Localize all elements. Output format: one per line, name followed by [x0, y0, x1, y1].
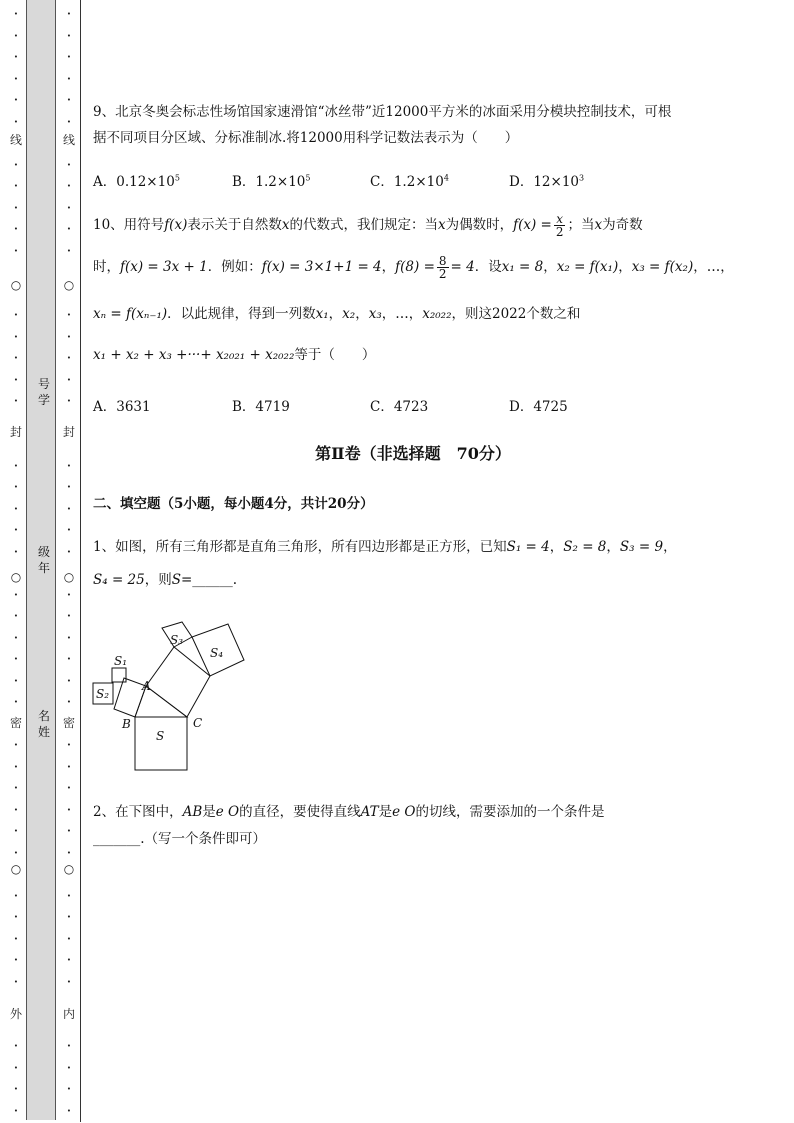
- margin-dot: •: [13, 1064, 19, 1072]
- label-s4: S₄: [210, 646, 224, 660]
- margin-dot: •: [13, 182, 19, 190]
- pythagoras-squares-figure: [90, 620, 250, 776]
- q10-option-a[interactable]: A．3631: [93, 399, 151, 415]
- margin-dot: •: [13, 96, 19, 104]
- margin-dot: •: [13, 849, 19, 857]
- margin-dot: •: [13, 806, 19, 814]
- f1-math: S: [171, 572, 181, 588]
- margin-dot: •: [13, 397, 19, 405]
- label-s3: S₃: [170, 633, 184, 647]
- margin-dot: •: [66, 397, 72, 405]
- margin-mark-wai-left: 外: [9, 1007, 22, 1021]
- q9-option-d[interactable]: [509, 170, 584, 190]
- q9-option-b-exp: 5: [305, 173, 311, 183]
- q10-math-fx: f(x): [164, 217, 188, 233]
- q10-math-x: x: [437, 217, 446, 233]
- label-b: B: [122, 717, 131, 731]
- margin-dot: •: [66, 311, 72, 319]
- margin-dot: •: [66, 204, 72, 212]
- q10-frac-num: 8: [438, 254, 447, 268]
- margin-dot: •: [66, 612, 72, 620]
- label-c: C: [193, 716, 203, 730]
- binding-line: [80, 0, 81, 1122]
- margin-dot: •: [66, 913, 72, 921]
- f1-text: ，: [606, 539, 620, 555]
- margin-dot: •: [66, 827, 72, 835]
- q10-math: x₁: [315, 306, 329, 322]
- q10-text: ，: [355, 306, 369, 322]
- q10-math: x₂: [342, 306, 356, 322]
- q9-option-c-exp: 4: [443, 173, 449, 183]
- margin-dot: •: [66, 677, 72, 685]
- label-s: S: [156, 729, 165, 743]
- q10-math-x: x: [281, 217, 290, 233]
- margin-mark-xian-left: 线: [9, 133, 22, 147]
- q10-math: x₃: [368, 306, 382, 322]
- margin-dot: •: [13, 483, 19, 491]
- q9-option-a-letter: A．: [93, 174, 117, 190]
- margin-dot: •: [66, 75, 72, 83]
- f2-line1: [93, 800, 605, 820]
- margin-dot: •: [66, 849, 72, 857]
- margin-dot: •: [66, 354, 72, 362]
- q10-math: x₃ = f(x₂): [631, 259, 694, 275]
- q10-text: ，则这2022个数之和: [451, 306, 581, 322]
- student-id-label: 号学: [37, 377, 50, 407]
- q10-text: ．设: [474, 259, 502, 275]
- q10-line3: [93, 302, 580, 322]
- q9-line2: 据不同项目分区域、分标准制冰.将12000用科学记数法表示为（ ）: [93, 130, 519, 146]
- margin-dot: •: [66, 784, 72, 792]
- margin-dot: •: [66, 1042, 72, 1050]
- q10-text: ，: [543, 259, 557, 275]
- f2-text: 2、在下图中，: [93, 804, 183, 820]
- q9-option-a-exp: 5: [174, 173, 180, 183]
- margin-dot: •: [66, 1085, 72, 1093]
- q9-option-a-base: 0.12×10: [116, 174, 175, 190]
- f2-math: AT: [360, 804, 379, 820]
- margin-dot: •: [66, 634, 72, 642]
- margin-dot: •: [66, 505, 72, 513]
- q10-text: ，…，: [381, 306, 423, 322]
- margin-mark-mi-right: 密: [62, 716, 75, 730]
- f1-line2: [93, 568, 237, 588]
- f2-text: 是: [202, 804, 216, 820]
- margin-dot: •: [66, 483, 72, 491]
- f1-math: S₃ = 9: [619, 539, 664, 555]
- f2-math: e O: [392, 804, 416, 820]
- f1-line1: [93, 535, 677, 555]
- q10-frac-den: 2: [555, 225, 564, 239]
- f1-text: ，: [663, 539, 677, 555]
- margin-dot: •: [13, 526, 19, 534]
- binding-margin: [0, 0, 82, 1123]
- margin-dot: •: [66, 806, 72, 814]
- q10-fraction-8-2: [437, 255, 449, 280]
- margin-dot: •: [66, 32, 72, 40]
- q9-option-d-exp: 3: [579, 173, 585, 183]
- margin-mark-nei-right: 内: [62, 1007, 75, 1021]
- q10-text: 时，: [93, 259, 120, 275]
- q9-option-b[interactable]: [232, 170, 310, 190]
- q10-math: f(x) = 3x + 1: [120, 259, 208, 275]
- q10-frac-den: 2: [438, 267, 447, 281]
- f2-text: 是: [378, 804, 393, 820]
- margin-dot: •: [13, 935, 19, 943]
- f2-line2[interactable]: _______.（写一个条件即可）: [93, 831, 267, 847]
- margin-dot: •: [13, 462, 19, 470]
- section-subtitle: 二、填空题（5小题，每小题4分，共计20分）: [93, 496, 374, 512]
- margin-dot: •: [13, 204, 19, 212]
- margin-dot: •: [13, 354, 19, 362]
- margin-mark-circle-left: ○: [10, 570, 22, 584]
- f1-text: ，: [549, 539, 564, 555]
- f2-math: AB: [182, 804, 203, 820]
- margin-dot: •: [13, 591, 19, 599]
- q10-text: 等于（ ）: [294, 347, 376, 363]
- margin-dot: •: [66, 591, 72, 599]
- q10-option-c[interactable]: C．4723: [370, 399, 429, 415]
- margin-dot: •: [66, 96, 72, 104]
- q9-option-b-base: 1.2×10: [255, 174, 306, 190]
- f1-text: 1、如图，所有三角形都是直角三角形，所有四边形都是正方形，已知: [93, 539, 507, 555]
- margin-dot: •: [13, 978, 19, 986]
- margin-dot: •: [66, 225, 72, 233]
- q9-line1: 9、北京冬奥会标志性场馆国家速滑馆“冰丝带”近12000平方米的冰面采用分模块控制技术，可根: [93, 104, 672, 120]
- margin-dot: •: [13, 10, 19, 18]
- f1-text: ，则: [144, 572, 172, 588]
- name-label: 名姓: [37, 709, 50, 739]
- margin-dot: •: [13, 376, 19, 384]
- label-s1: S₁: [114, 654, 128, 668]
- q10-text: ，: [618, 259, 632, 275]
- q10-math: = 4: [450, 259, 475, 275]
- q10-math-x: x: [594, 217, 603, 233]
- margin-dot: •: [66, 161, 72, 169]
- margin-dot: •: [66, 118, 72, 126]
- q9-option-d-letter: D．: [509, 174, 534, 190]
- q10-text: 10、用符号: [93, 217, 165, 233]
- margin-dot: •: [66, 376, 72, 384]
- margin-dot: •: [13, 741, 19, 749]
- margin-dot: •: [13, 634, 19, 642]
- margin-dot: •: [13, 1042, 19, 1050]
- q10-text: ；当: [567, 217, 595, 233]
- margin-dot: •: [66, 935, 72, 943]
- margin-dot: •: [66, 741, 72, 749]
- q10-math: x₂₀₂₂: [422, 306, 452, 322]
- q10-option-d[interactable]: D．4725: [509, 399, 568, 415]
- margin-dot: •: [66, 956, 72, 964]
- q10-text: ．以此规律，得到一列数: [167, 306, 316, 322]
- q10-sum-expression: x₁ + x₂ + x₃ +···+ x₂₀₂₁ + x₂₀₂₂: [93, 347, 295, 363]
- margin-dot: •: [13, 655, 19, 663]
- square-s: [135, 717, 187, 770]
- class-label: 级年: [37, 545, 50, 575]
- margin-dot: •: [13, 1107, 19, 1115]
- margin-dot: •: [13, 548, 19, 556]
- margin-dot: •: [66, 763, 72, 771]
- q10-option-b[interactable]: B．4719: [232, 399, 290, 415]
- margin-dot: •: [66, 333, 72, 341]
- margin-dot: •: [13, 32, 19, 40]
- f1-math: S₄ = 25: [93, 572, 145, 588]
- margin-dot: •: [13, 225, 19, 233]
- q10-math: f(8) =: [395, 259, 435, 275]
- q10-line2: [93, 255, 734, 280]
- margin-mark-circle-right: ○: [63, 570, 75, 584]
- margin-dot: •: [66, 247, 72, 255]
- q10-math: x₁ = 8: [501, 259, 544, 275]
- margin-dot: •: [66, 978, 72, 986]
- margin-dot: •: [66, 548, 72, 556]
- margin-dot: •: [13, 1085, 19, 1093]
- margin-dot: •: [66, 655, 72, 663]
- f1-math: S₂ = 8: [563, 539, 607, 555]
- margin-dot: •: [66, 1107, 72, 1115]
- right-dot-column: [61, 0, 77, 1123]
- f2-text: 的直径，要使得直线: [239, 804, 361, 820]
- margin-mark-circle-right: ○: [63, 278, 75, 292]
- margin-dot: •: [66, 892, 72, 900]
- margin-dot: •: [66, 53, 72, 61]
- q10-text: ．例如：: [207, 259, 262, 275]
- margin-mark-feng-right: 封: [62, 425, 75, 439]
- q10-math-fx-eq: f(x) =: [513, 217, 552, 233]
- q10-text: 为偶数时，: [445, 217, 514, 233]
- q9-option-b-letter: B．: [232, 174, 256, 190]
- left-dot-column: [8, 0, 24, 1123]
- q10-text: ，…，: [693, 259, 734, 275]
- q10-text: 为奇数: [602, 217, 643, 233]
- q10-math: x₂ = f(x₁): [556, 259, 619, 275]
- margin-dot: •: [13, 247, 19, 255]
- margin-dot: •: [13, 333, 19, 341]
- margin-dot: •: [13, 784, 19, 792]
- margin-dot: •: [13, 161, 19, 169]
- q10-line4: [93, 343, 375, 363]
- margin-dot: •: [13, 698, 19, 706]
- square-ac: [146, 647, 210, 717]
- margin-dot: •: [13, 75, 19, 83]
- q9-option-c[interactable]: [370, 170, 449, 190]
- q10-text: 的代数式，我们规定：当: [289, 217, 438, 233]
- margin-dot: •: [13, 827, 19, 835]
- margin-dot: •: [13, 311, 19, 319]
- f2-text: 的切线，需要添加的一个条件是: [415, 804, 605, 820]
- margin-dot: •: [66, 182, 72, 190]
- margin-dot: •: [66, 698, 72, 706]
- q9-option-d-base: 12×10: [533, 174, 579, 190]
- q9-option-a[interactable]: [93, 170, 180, 190]
- q10-text: 表示关于自然数: [187, 217, 282, 233]
- section-title: 第Ⅱ卷（非选择题 70分）: [315, 444, 511, 463]
- q10-math: f(x) = 3×1+1 = 4: [261, 259, 382, 275]
- margin-dot: •: [13, 913, 19, 921]
- margin-dot: •: [13, 118, 19, 126]
- margin-mark-circle-left: ○: [10, 862, 22, 876]
- label-s2: S₂: [96, 687, 110, 701]
- f1-math: S₁ = 4: [506, 539, 550, 555]
- margin-dot: •: [13, 956, 19, 964]
- margin-dot: •: [66, 10, 72, 18]
- margin-mark-mi-left: 密: [9, 716, 22, 730]
- margin-mark-xian-right: 线: [62, 133, 75, 147]
- f1-answer-blank[interactable]: =______.: [180, 572, 238, 588]
- q10-math: xₙ = f(xₙ₋₁): [93, 306, 168, 322]
- margin-dot: •: [13, 677, 19, 685]
- margin-dot: •: [13, 892, 19, 900]
- margin-dot: •: [13, 53, 19, 61]
- margin-dot: •: [13, 763, 19, 771]
- q9-option-c-letter: C．: [370, 174, 394, 190]
- q10-frac-num: x: [554, 213, 566, 226]
- margin-dot: •: [66, 526, 72, 534]
- q10-text: ，: [381, 259, 396, 275]
- margin-dot: •: [13, 612, 19, 620]
- margin-dot: •: [13, 505, 19, 513]
- margin-mark-feng-left: 封: [9, 425, 22, 439]
- q10-text: ，: [328, 306, 343, 322]
- margin-mark-circle-left: ○: [10, 278, 22, 292]
- margin-dot: •: [66, 1064, 72, 1072]
- q10-line1: [93, 213, 643, 238]
- label-a: A: [142, 679, 151, 693]
- q10-fraction-x-2: [554, 213, 566, 238]
- margin-dot: •: [66, 462, 72, 470]
- f2-math: e O: [215, 804, 240, 820]
- q9-option-c-base: 1.2×10: [393, 174, 444, 190]
- margin-mark-circle-right: ○: [63, 862, 75, 876]
